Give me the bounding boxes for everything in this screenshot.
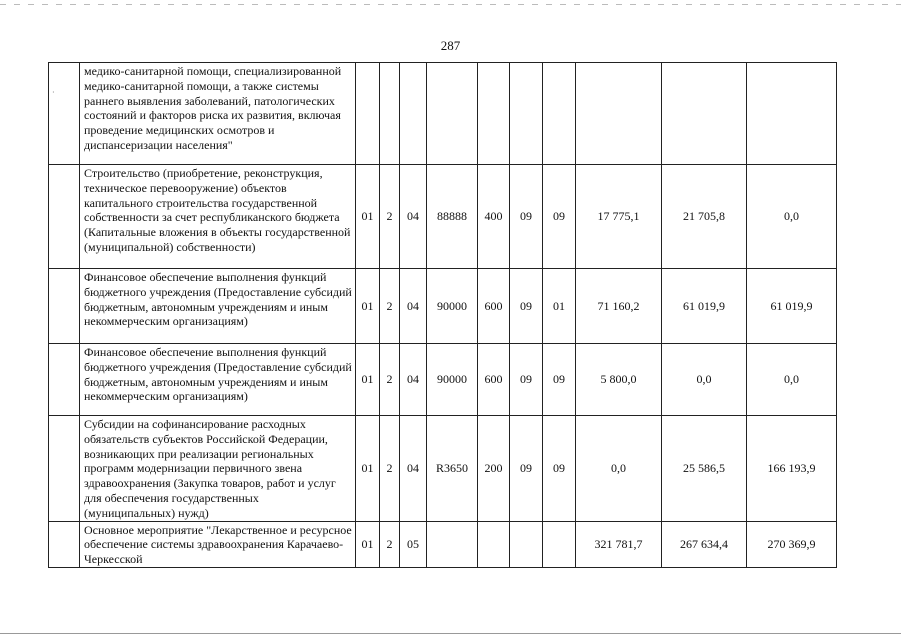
amount-cell-v1: 0,0 (576, 416, 662, 522)
amount-cell-v2: 25 586,5 (662, 416, 747, 522)
code-cell-c4 (427, 521, 478, 567)
amount-cell-v1: 71 160,2 (576, 269, 662, 344)
code-cell-c4: R3650 (427, 416, 478, 522)
code-cell-c6: 09 (510, 344, 543, 416)
code-cell-c5: 400 (478, 165, 510, 269)
row-index-cell (49, 269, 80, 344)
code-cell-c1 (356, 63, 380, 165)
amount-cell-v2 (662, 63, 747, 165)
table-row (49, 269, 837, 344)
code-cell-c2: 2 (380, 521, 400, 567)
code-cell-c3: 04 (400, 344, 427, 416)
code-cell-c5: 200 (478, 416, 510, 522)
amount-cell-v2: 21 705,8 (662, 165, 747, 269)
code-cell-c1: 01 (356, 165, 380, 269)
amount-cell-v2: 61 019,9 (662, 269, 747, 344)
row-index-cell (49, 63, 80, 165)
row-description: Финансовое обеспечение выполнения функций бюджетного учреждения (Предоставление субсидий бюджетным, автономным учреждениям и иным некоммерческим организациям) (80, 269, 356, 344)
code-cell-c3: 04 (400, 416, 427, 522)
row-description: Основное мероприятие "Лекарственное и ресурсное обеспечение системы здравоохранения Карачаево-Черкесской (80, 521, 356, 567)
row-description: медико-санитарной помощи, специализированной медико-санитарной помощи, а также системы раннего выявления заболеваний, патологических состояний и факторов риска их развития, включая проведение медицинских осмотров и диспансеризации населения" (80, 63, 356, 165)
code-cell-c2: 2 (380, 269, 400, 344)
amount-cell-v1: 17 775,1 (576, 165, 662, 269)
budget-table (48, 62, 837, 568)
row-description: Строительство (приобретение, реконструкция, техническое перевооружение) объектов капитального строительства государственной собственности за счет республиканского бюджета (Капитальные вложения в объекты государственной (муниципальной) собственности) (80, 165, 356, 269)
code-cell-c2: 2 (380, 165, 400, 269)
code-cell-c7 (543, 63, 576, 165)
code-cell-c1: 01 (356, 269, 380, 344)
scan-speck: · (52, 88, 55, 97)
table-row (49, 165, 837, 269)
code-cell-c1: 01 (356, 521, 380, 567)
table-row (49, 521, 837, 567)
table-row (49, 63, 837, 165)
amount-cell-v3: 0,0 (747, 165, 837, 269)
code-cell-c5 (478, 521, 510, 567)
code-cell-c7: 01 (543, 269, 576, 344)
code-cell-c2: 2 (380, 344, 400, 416)
code-cell-c6: 09 (510, 416, 543, 522)
code-cell-c4: 88888 (427, 165, 478, 269)
code-cell-c5: 600 (478, 269, 510, 344)
amount-cell-v2: 267 634,4 (662, 521, 747, 567)
code-cell-c7: 09 (543, 344, 576, 416)
code-cell-c4 (427, 63, 478, 165)
code-cell-c6: 09 (510, 269, 543, 344)
code-cell-c2: 2 (380, 416, 400, 522)
amount-cell-v3: 270 369,9 (747, 521, 837, 567)
code-cell-c1: 01 (356, 344, 380, 416)
row-description: Субсидии на софинансирование расходных обязательств субъектов Российской Федерации, возникающих при реализации региональных программ модернизации первичного звена здравоохранения (Закупка товаров, работ и услуг для обеспечения государственных (муниципальных) нужд) (80, 416, 356, 522)
table-row (49, 344, 837, 416)
code-cell-c6 (510, 63, 543, 165)
code-cell-c4: 90000 (427, 269, 478, 344)
scan-bottom-edge (0, 633, 901, 634)
code-cell-c7: 09 (543, 416, 576, 522)
code-cell-c3 (400, 63, 427, 165)
row-index-cell (49, 165, 80, 269)
amount-cell-v3: 166 193,9 (747, 416, 837, 522)
code-cell-c3: 04 (400, 269, 427, 344)
row-index-cell (49, 344, 80, 416)
code-cell-c5 (478, 63, 510, 165)
amount-cell-v3: 61 019,9 (747, 269, 837, 344)
amount-cell-v1: 321 781,7 (576, 521, 662, 567)
table-row (49, 416, 837, 522)
scan-top-edge (0, 4, 901, 5)
code-cell-c6: 09 (510, 165, 543, 269)
code-cell-c6 (510, 521, 543, 567)
code-cell-c7 (543, 521, 576, 567)
code-cell-c3: 04 (400, 165, 427, 269)
code-cell-c4: 90000 (427, 344, 478, 416)
row-index-cell (49, 521, 80, 567)
row-description: Финансовое обеспечение выполнения функций бюджетного учреждения (Предоставление субсидий бюджетным, автономным учреждениям и иным некоммерческим организациям) (80, 344, 356, 416)
page-number: 287 (440, 38, 461, 53)
code-cell-c5: 600 (478, 344, 510, 416)
code-cell-c2 (380, 63, 400, 165)
amount-cell-v3: 0,0 (747, 344, 837, 416)
amount-cell-v1 (576, 63, 662, 165)
amount-cell-v2: 0,0 (662, 344, 747, 416)
amount-cell-v1: 5 800,0 (576, 344, 662, 416)
code-cell-c1: 01 (356, 416, 380, 522)
row-index-cell (49, 416, 80, 522)
amount-cell-v3 (747, 63, 837, 165)
code-cell-c7: 09 (543, 165, 576, 269)
code-cell-c3: 05 (400, 521, 427, 567)
